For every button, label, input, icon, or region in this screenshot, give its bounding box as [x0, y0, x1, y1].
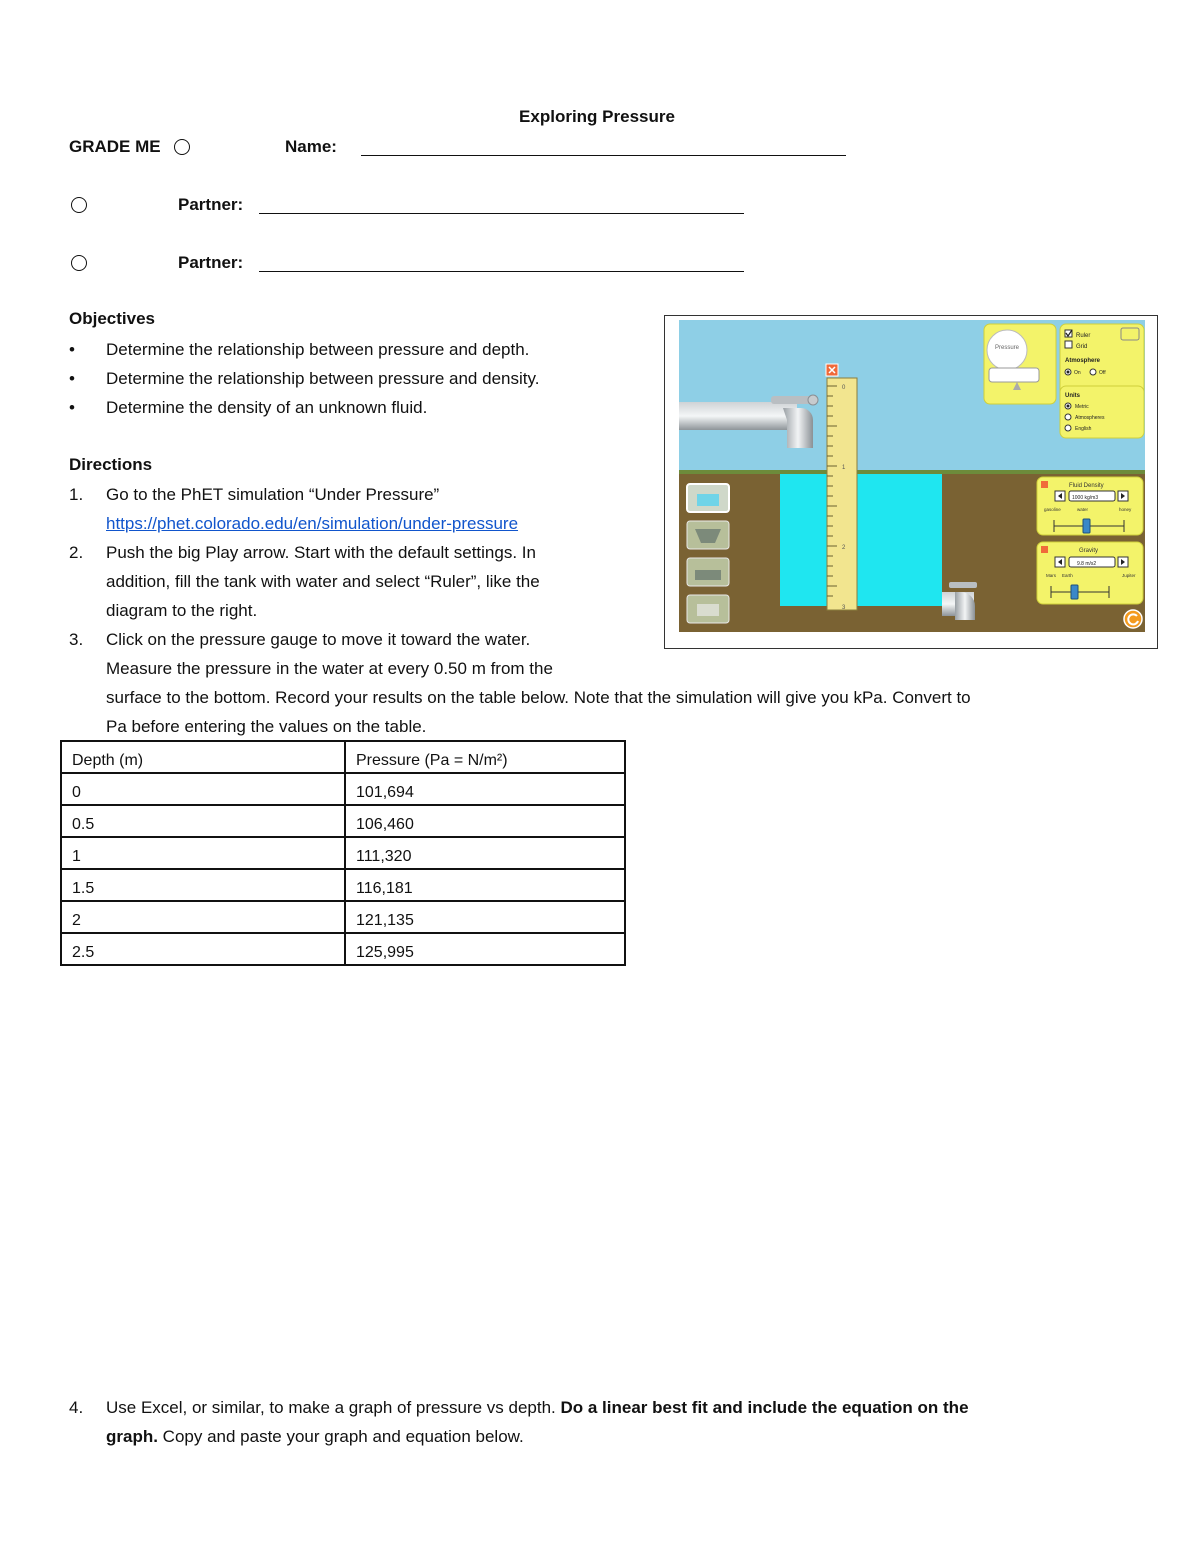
table-row [61, 933, 625, 965]
step-text: Go to the PhET simulation “Under Pressure” [106, 485, 440, 504]
name-field[interactable] [361, 155, 846, 156]
fluid-density-label: Fluid Density [1069, 483, 1104, 489]
atmosphere-label: Atmosphere [1065, 358, 1101, 364]
gauge-label: Pressure [995, 345, 1020, 351]
objective-item [69, 364, 649, 393]
pressure-cell[interactable]: 125,995 [345, 933, 625, 965]
gravity-max-label: Jupiter [1122, 573, 1136, 578]
grade-me-radio[interactable] [174, 139, 190, 155]
objectives-heading: Objectives [69, 309, 155, 328]
objective-text: Determine the relationship between pressure and density. [106, 369, 540, 388]
table-row [61, 901, 625, 933]
depth-cell[interactable]: 2 [61, 901, 345, 933]
step-text: surface to the bottom. Record your results on the table below. Note that the simulation will give you kPa. Convert to [106, 688, 971, 707]
page-title: Exploring Pressure [519, 107, 675, 126]
pressure-cell[interactable]: 111,320 [345, 837, 625, 869]
ruler-tick-label: 1 [842, 465, 846, 471]
units-label: Units [1065, 393, 1080, 399]
partner2-radio[interactable] [71, 255, 87, 271]
partner2-label: Partner: [178, 253, 244, 272]
unit-english-radio[interactable] [1065, 425, 1071, 431]
partner1-field[interactable] [259, 213, 744, 214]
atmosphere-off-radio[interactable] [1090, 369, 1096, 375]
step-text: Pa before entering the values on the table. [106, 717, 427, 736]
pressure-cell[interactable]: 116,181 [345, 869, 625, 901]
grid-option-label: Grid [1076, 344, 1088, 350]
unit-metric-label: Metric [1075, 404, 1089, 410]
depth-cell[interactable]: 2.5 [61, 933, 345, 965]
step-text: Push the big Play arrow. Start with the default settings. In [106, 543, 536, 562]
ruler-tick-label: 2 [842, 545, 846, 551]
fluid-max-label: honey [1119, 507, 1132, 512]
step-text: Use Excel, or similar, to make a graph of pressure vs depth. [106, 1398, 561, 1417]
depth-cell[interactable]: 0 [61, 773, 345, 805]
directions-heading: Directions [69, 455, 153, 474]
name-label: Name: [285, 137, 337, 156]
water-tank [780, 474, 942, 606]
partner2-field[interactable] [259, 271, 744, 272]
table-row [61, 869, 625, 901]
unit-atm-radio[interactable] [1065, 414, 1071, 420]
pressure-table [60, 740, 626, 966]
ruler-tick-label: 0 [842, 385, 846, 391]
unit-english-label: English [1075, 426, 1092, 432]
objectives-list [69, 335, 649, 422]
ruler[interactable] [827, 378, 857, 610]
objective-item [69, 335, 649, 364]
objective-text: Determine the relationship between pressure and depth. [106, 340, 530, 359]
fluid-density-collapse-icon[interactable] [1041, 481, 1048, 488]
gravity-slider[interactable] [1071, 585, 1078, 599]
partner1-radio[interactable] [71, 197, 87, 213]
step-text: Click on the pressure gauge to move it toward the water. [106, 630, 531, 649]
step-text-bold: graph. [106, 1427, 158, 1446]
fluid-density-slider[interactable] [1083, 519, 1090, 533]
objective-item [69, 393, 649, 422]
table-row [61, 805, 625, 837]
grid-checkbox[interactable] [1065, 341, 1072, 348]
bullet: • [69, 369, 75, 388]
table-row [61, 837, 625, 869]
partner1-label: Partner: [178, 195, 244, 214]
pressure-cell[interactable]: 121,135 [345, 901, 625, 933]
fluid-min-label: gasoline [1044, 507, 1061, 512]
step-text: diagram to the right. [106, 601, 258, 620]
step-text: Measure the pressure in the water at every 0.50 m from the [106, 659, 553, 678]
atm-off-label: Off [1099, 370, 1106, 376]
fluid-density-value-text: 1000 kg/m3 [1072, 495, 1099, 501]
bullet: • [69, 340, 75, 359]
gravity-collapse-icon[interactable] [1041, 546, 1048, 553]
phet-link[interactable]: https://phet.colorado.edu/en/simulation/under-pressure [106, 514, 519, 533]
step-text: Copy and paste your graph and equation below. [157, 1427, 524, 1446]
ruler-tick-label: 3 [842, 605, 846, 611]
gravity-mid-label: Earth [1062, 573, 1073, 578]
unit-atm-label: Atmospheres [1075, 415, 1105, 421]
gravity-value-text: 9.8 m/s2 [1077, 561, 1097, 567]
fluid-mid-label: water [1077, 507, 1089, 512]
pressure-cell[interactable]: 106,460 [345, 805, 625, 837]
step-number: 3. [69, 630, 84, 649]
input-faucet[interactable] [679, 402, 797, 430]
header-depth: Depth (m) [61, 741, 345, 773]
step-number: 4. [69, 1398, 84, 1417]
gravity-label: Gravity [1079, 548, 1099, 554]
grade-me-label: GRADE ME [69, 137, 161, 156]
ruler-option-label: Ruler [1076, 333, 1091, 339]
table-header-row [61, 741, 625, 773]
bullet: • [69, 398, 75, 417]
atm-on-label: On [1074, 370, 1081, 376]
step-text: addition, fill the tank with water and select “Ruler”, like the [106, 572, 540, 591]
under-pressure-simulation [679, 320, 1145, 632]
header-pressure: Pressure (Pa = N/m²) [345, 741, 625, 773]
step-number: 2. [69, 543, 84, 562]
pressure-cell[interactable]: 101,694 [345, 773, 625, 805]
step-text-bold: Do a linear best fit and include the equation on the [560, 1398, 969, 1417]
depth-cell[interactable]: 1.5 [61, 869, 345, 901]
objective-text: Determine the density of an unknown fluid. [106, 398, 428, 417]
depth-cell[interactable]: 0.5 [61, 805, 345, 837]
step-number: 1. [69, 485, 84, 504]
depth-cell[interactable]: 1 [61, 837, 345, 869]
table-row [61, 773, 625, 805]
direction-step-4 [69, 1393, 1159, 1451]
gravity-min-label: Mars [1046, 573, 1056, 578]
